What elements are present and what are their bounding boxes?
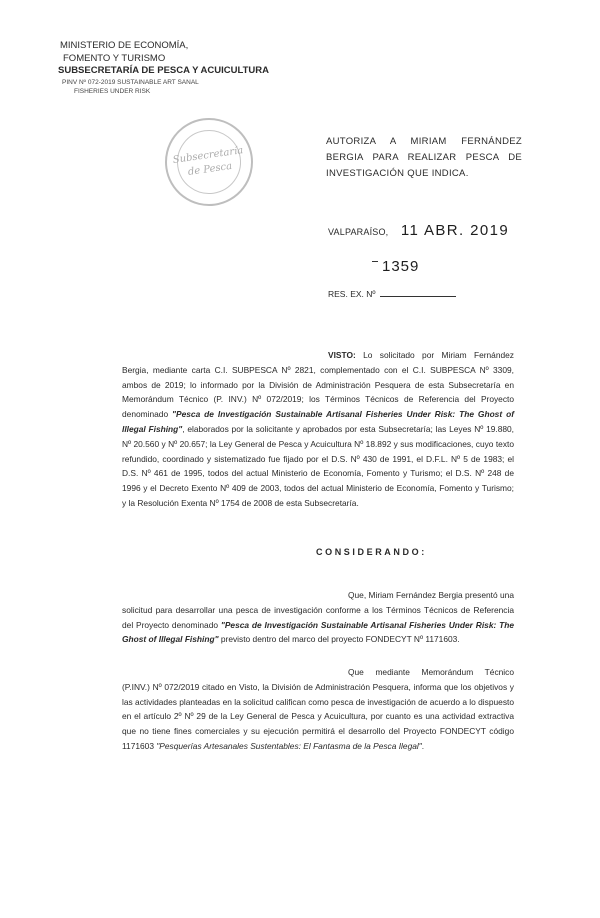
resolution-label <box>328 289 456 299</box>
resolution-number-blank <box>380 296 456 297</box>
file-reference-cont: FISHERIES UNDER RISK <box>74 87 151 95</box>
stamp-text-1: Subsecretaría <box>172 145 244 166</box>
considerando-1-project-title: "Pesca de Investigación Sustainable Artisanal Fisheries Under Risk: The Ghost of Illegal Fishing" <box>122 619 514 645</box>
stamp-text-2: de Pesca <box>187 160 233 178</box>
considerando-2-text-2: . <box>421 740 425 751</box>
considerando-2-project-title: "Pesquerías Artesanales Sustentables: El Fantasma de la Pesca Ilegal" <box>156 740 422 751</box>
considerando-2-text-1: Que mediante Memorándum Técnico (P.INV.) Nº 072/2019 citado en Visto, la División de Administración Pesquera, informa que los objetivos y las actividades planteadas en la solicitud califican como pesca de investigación de acuerdo a lo dispuesto en el artículo 2º Nº 29 de la Ley General de Pesca y Acuicultura, por cuanto es una actividad extractiva que no tiene fines comerciales y su ejecución permitirá el desarrollo del Proyecto FONDECYT código 1171603 <box>122 667 515 751</box>
considerando-heading: CONSIDERANDO: <box>316 547 427 557</box>
ministry-name-cont: FOMENTO Y TURISMO <box>63 52 166 64</box>
considerando-paragraph-2 <box>122 665 514 754</box>
letterhead <box>58 40 278 96</box>
considerando-1-text-1: Que, Miriam Fernández Bergia presentó una solicitud para desarrollar una pesca de investigación conforme a los Términos Técnicos de Referencia del Proyecto denominado <box>122 590 514 630</box>
visto-project-title: "Pesca de Investigación Sustainable Artisanal Fisheries Under Risk: The Ghost of Illegal Fishing" <box>122 409 514 434</box>
date-line <box>328 222 509 240</box>
visto-text-2: , elaborados por la solicitante y aprobados por esta Subsecretaría; las Leyes Nº 19.880, Nº 20.560 y Nº 20.657; la Ley General de Pesca y Acuicultura Nº 18.892 y sus modificaciones, cuyo texto refundido, coordinado y sistematizado fue fijado por el D.S. Nº 430 de 1991, el D.F.L. Nº 5 de 1983; el D.S. Nº 461 de 1995, todos del actual Ministerio de Economía, Fomento y Turismo; el D.S. Nº 248 de 1996 y el Decreto Exento Nº 409 de 2003, todos del actual Ministerio de Economía, Fomento y Turismo; y la Resolución Exenta Nº 1754 de 2008 de esta Subsecretaría. <box>122 423 515 508</box>
visto-paragraph <box>122 348 514 511</box>
ministry-name: MINISTERIO DE ECONOMÍA, <box>60 40 189 51</box>
undersecretary-name: SUBSECRETARÍA DE PESCA Y ACUICULTURA <box>58 65 269 76</box>
date-place: VALPARAÍSO, <box>328 227 389 237</box>
considerando-1-text-2: previsto dentro del marco del proyecto FONDECYT Nº 1171603. <box>218 634 460 645</box>
file-reference: PINV Nº 072-2019 SUSTAINABLE ART SANAL <box>62 78 199 86</box>
resolution-number: 1359 <box>382 258 420 275</box>
date-value: 11 ABR. 2019 <box>400 222 510 239</box>
considerando-paragraph-1 <box>122 588 514 647</box>
visto-text-1: Lo solicitado por Miriam Fernández Bergia, mediante carta C.I. SUBPESCA Nº 2821, complementado con el C.I. SUBPESCA Nº 3309, ambos de 2019; lo informado por la División de Administración Pesquera de esta Subsecretaría en Memorándum Técnico (P. INV.) Nº 072/2019; los Términos Técnicos de Referencia del Proyecto denominado <box>122 350 514 420</box>
visto-label: VISTO: <box>328 350 356 360</box>
resolution-subject: AUTORIZA A MIRIAM FERNÁNDEZ BERGIA PARA REALIZAR PESCA DE INVESTIGACIÓN QUE INDICA. <box>326 136 522 179</box>
resolution-label-text: RES. EX. Nº <box>328 289 376 299</box>
official-seal-stamp <box>159 112 258 211</box>
